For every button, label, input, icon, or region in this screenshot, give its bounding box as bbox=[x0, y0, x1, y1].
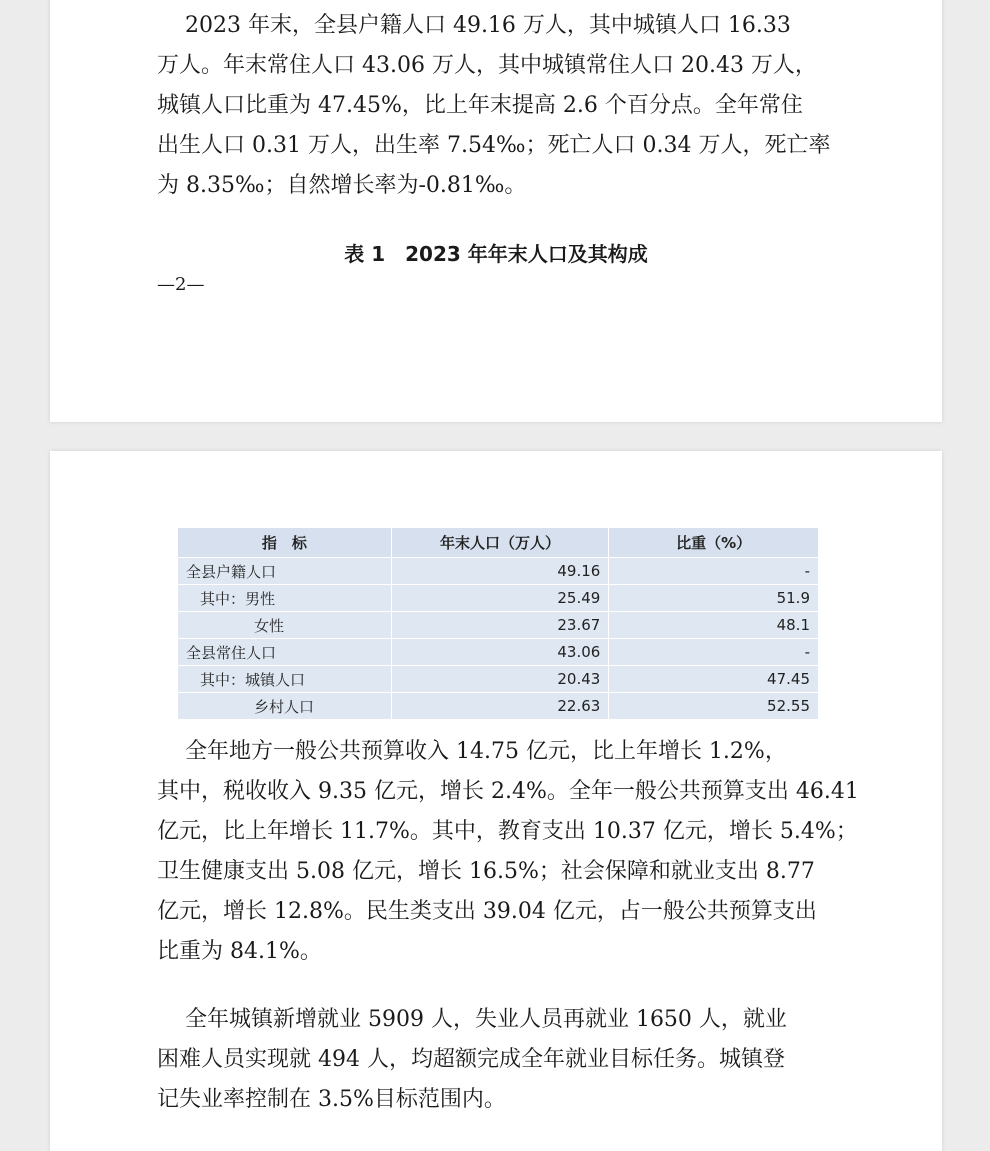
row-share: 51.9 bbox=[609, 585, 819, 612]
table-row bbox=[178, 639, 819, 666]
row-share: 52.55 bbox=[609, 693, 819, 720]
row-population: 49.16 bbox=[391, 558, 609, 585]
header-population: 年末人口（万人） bbox=[391, 528, 609, 558]
row-label: 乡村人口 bbox=[178, 693, 392, 720]
paragraph-line: 其中，税收收入 9.35 亿元，增长 2.4%。全年一般公共预算支出 46.41 bbox=[157, 779, 859, 804]
row-label: 其中：城镇人口 bbox=[178, 666, 392, 693]
row-share: 48.1 bbox=[609, 612, 819, 639]
table-row bbox=[178, 693, 819, 720]
row-population: 25.49 bbox=[391, 585, 609, 612]
paragraph-line: 比重为 84.1%。 bbox=[157, 939, 322, 964]
table-row bbox=[178, 666, 819, 693]
population-paragraph bbox=[157, 6, 841, 206]
row-label: 女性 bbox=[178, 612, 392, 639]
row-share: 47.45 bbox=[609, 666, 819, 693]
paragraph-line: 2023 年末，全县户籍人口 49.16 万人，其中城镇人口 16.33 bbox=[157, 13, 791, 38]
paragraph-line: 亿元，增长 12.8%。民生类支出 39.04 亿元，占一般公共预算支出 bbox=[157, 899, 817, 924]
paragraph-line: 困难人员实现就 494 人，均超额完成全年就业目标任务。城镇登 bbox=[157, 1047, 785, 1072]
paragraph-line: 城镇人口比重为 47.45%，比上年末提高 2.6 个百分点。全年常住 bbox=[157, 93, 803, 118]
paragraph-line: 万人。年末常住人口 43.06 万人，其中城镇常住人口 20.43 万人， bbox=[157, 53, 817, 78]
table-row bbox=[178, 585, 819, 612]
paragraph-line: 全年城镇新增就业 5909 人，失业人员再就业 1650 人，就业 bbox=[157, 1007, 787, 1032]
header-indicator: 指 标 bbox=[178, 528, 392, 558]
row-share: - bbox=[609, 558, 819, 585]
table-row bbox=[178, 558, 819, 585]
header-share: 比重（%） bbox=[609, 528, 819, 558]
population-table bbox=[177, 527, 819, 720]
employment-paragraph bbox=[157, 1000, 841, 1120]
document-page-2 bbox=[50, 451, 942, 1151]
paragraph-line: 记失业率控制在 3.5%目标范围内。 bbox=[157, 1087, 506, 1112]
paragraph-line: 出生人口 0.31 万人，出生率 7.54‰；死亡人口 0.34 万人，死亡率 bbox=[157, 133, 831, 158]
row-label: 其中：男性 bbox=[178, 585, 392, 612]
row-population: 43.06 bbox=[391, 639, 609, 666]
table-row bbox=[178, 612, 819, 639]
budget-paragraph bbox=[157, 732, 859, 972]
paragraph-line: 为 8.35‰；自然增长率为-0.81‰。 bbox=[157, 173, 527, 198]
row-population: 22.63 bbox=[391, 693, 609, 720]
page-number: —2— bbox=[157, 274, 205, 295]
row-label: 全县户籍人口 bbox=[178, 558, 392, 585]
row-label: 全县常住人口 bbox=[178, 639, 392, 666]
document-page-1 bbox=[50, 0, 942, 422]
paragraph-line: 亿元，比上年增长 11.7%。其中，教育支出 10.37 亿元，增长 5.4%； bbox=[157, 819, 858, 844]
table-title: 表 1 2023 年年末人口及其构成 bbox=[344, 242, 648, 266]
paragraph-line: 全年地方一般公共预算收入 14.75 亿元，比上年增长 1.2%， bbox=[157, 739, 787, 764]
row-population: 20.43 bbox=[391, 666, 609, 693]
table-header-row bbox=[178, 528, 819, 558]
row-population: 23.67 bbox=[391, 612, 609, 639]
paragraph-line: 卫生健康支出 5.08 亿元，增长 16.5%；社会保障和就业支出 8.77 bbox=[157, 859, 815, 884]
row-share: - bbox=[609, 639, 819, 666]
